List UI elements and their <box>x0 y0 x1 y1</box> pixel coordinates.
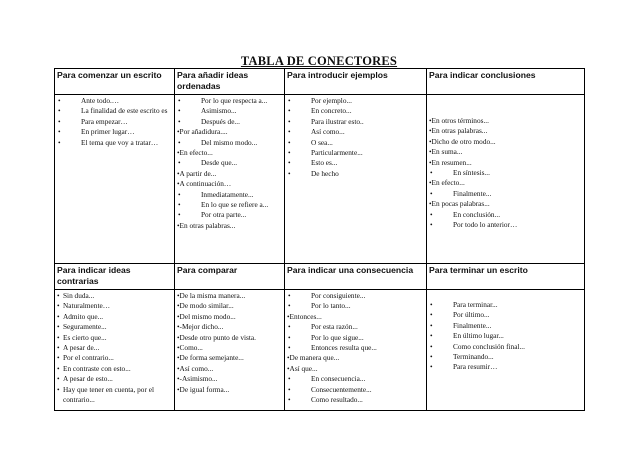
connector-item: • A pesar de esto... <box>57 374 172 384</box>
cell-anadir <box>175 95 285 264</box>
connector-item: • Terminando... <box>429 352 582 362</box>
connector-item: •En resumen... <box>429 157 472 167</box>
connector-list <box>177 291 282 395</box>
connector-item: • Hay que tener en cuenta, por el contrario... <box>57 385 172 406</box>
header-cell: Para indicar conclusiones <box>427 69 585 95</box>
header-cell: Para añadir ideas ordenadas <box>175 69 285 95</box>
connector-item: • La finalidad de este escrito es <box>57 106 172 116</box>
connector-item: • En último lugar... <box>429 331 582 341</box>
connector-item: •En suma... <box>429 147 463 157</box>
connector-item: • Asimismo... <box>177 106 282 116</box>
cell-comenzar <box>55 95 175 264</box>
connector-item: •De forma semejante... <box>177 353 244 363</box>
connector-item: • En lo que se refiere a... <box>177 200 282 210</box>
connector-item: • En primer lugar… <box>57 127 172 137</box>
connector-list <box>177 96 282 231</box>
connector-item: • Por el contrario... <box>57 353 172 363</box>
connector-item: • Admito que... <box>57 312 172 322</box>
connector-item: • Entonces resulta que... <box>287 343 424 353</box>
connector-item: • En consecuencia... <box>287 374 424 384</box>
connector-item: •-Mejor dicho... <box>177 322 224 332</box>
connectors-table <box>54 68 585 411</box>
connector-item: •En otras palabras... <box>177 220 236 230</box>
header-cell: Para terminar un escrito <box>427 264 585 290</box>
body-row-2 <box>55 290 585 411</box>
connector-list <box>429 116 582 230</box>
spacer <box>429 291 582 300</box>
connector-item: • Así como... <box>287 127 424 137</box>
connector-item: • Por todo lo anterior… <box>429 220 582 230</box>
header-cell: Para comenzar un escrito <box>55 69 175 95</box>
connector-item: •Así que... <box>287 363 318 373</box>
cell-consecuencia <box>285 290 427 411</box>
connector-item: •De manera que... <box>287 353 340 363</box>
connector-item: •En otras palabras... <box>429 126 488 136</box>
connector-item: • Por lo tanto... <box>287 301 424 311</box>
connector-item: •De la misma manera... <box>177 291 246 300</box>
connector-item: •De modo similar... <box>177 301 234 311</box>
connector-item: • En conclusión... <box>429 210 582 220</box>
connector-item: •Así como... <box>177 363 214 373</box>
connector-item: • Del mismo modo... <box>177 138 282 148</box>
connector-item: • Por consiguiente... <box>287 291 424 301</box>
connector-item: • En síntesis... <box>429 168 582 178</box>
header-cell: Para indicar ideas contrarias <box>55 264 175 290</box>
connector-item: •A partir de... <box>177 168 217 178</box>
connector-list <box>429 300 582 373</box>
connector-item: • Consecuentemente... <box>287 385 424 395</box>
connector-item: • El tema que voy a tratar… <box>57 138 172 148</box>
connector-item: • Por lo que respecta a... <box>177 96 282 106</box>
header-row-1 <box>55 69 585 95</box>
connector-item: • Para resumir… <box>429 362 582 372</box>
connector-item: • Para ilustrar esto.. <box>287 117 424 127</box>
connector-item: •Entonces... <box>287 311 322 321</box>
connector-item: •Del mismo modo... <box>177 311 236 321</box>
connector-item: •Por añadidura.... <box>177 127 228 137</box>
connector-item: • Inmediatamente... <box>177 190 282 200</box>
connector-list <box>287 291 424 405</box>
connector-item: • Seguramente... <box>57 322 172 332</box>
connector-item: •Dicho de otro modo... <box>429 136 496 146</box>
connector-list <box>57 96 172 148</box>
connector-item: •Como... <box>177 343 203 353</box>
connector-item: • Sin duda... <box>57 291 172 301</box>
cell-conclusiones <box>427 95 585 264</box>
connector-item: • Por ejemplo... <box>287 96 424 106</box>
connector-item: • Ante todo.… <box>57 96 172 106</box>
connector-item: •En efecto... <box>429 178 465 188</box>
cell-comparar <box>175 290 285 411</box>
cell-ejemplos <box>285 95 427 264</box>
connector-item: • Después de... <box>177 117 282 127</box>
connector-item: • Como resultado... <box>287 395 424 405</box>
connector-item: • Para empezar… <box>57 117 172 127</box>
connector-item: •A continuación… <box>177 179 232 189</box>
connector-item: • Finalmente... <box>429 189 582 199</box>
connector-item: • O sea... <box>287 138 424 148</box>
header-cell: Para comparar <box>175 264 285 290</box>
connector-list <box>57 291 172 405</box>
connector-item: • Por otra parte... <box>177 210 282 220</box>
connector-item: •En efecto... <box>177 148 213 158</box>
connector-list <box>287 96 424 179</box>
cell-terminar <box>427 290 585 411</box>
connector-item: •De igual forma... <box>177 384 230 394</box>
connector-item: • En concreto... <box>287 106 424 116</box>
connector-item: •En pocas palabras... <box>429 199 490 209</box>
connector-item: • Esto es... <box>287 158 424 168</box>
body-row-1 <box>55 95 585 264</box>
connector-item: • Naturalmente… <box>57 301 172 311</box>
spacer <box>429 96 582 116</box>
connector-item: • Finalmente... <box>429 321 582 331</box>
header-row-2 <box>55 264 585 290</box>
connector-item: • A pesar de... <box>57 343 172 353</box>
connector-item: •En otros términos... <box>429 116 489 125</box>
connector-item: • Desde que... <box>177 158 282 168</box>
connector-item: • Por esta razón... <box>287 322 424 332</box>
connector-item: • Es cierto que... <box>57 333 172 343</box>
connector-item: • Para terminar... <box>429 300 582 310</box>
connector-item: • Por lo que sigue... <box>287 333 424 343</box>
connector-item: • Por último... <box>429 310 582 320</box>
connector-item: • Como conclusión final... <box>429 342 582 352</box>
connector-item: • De hecho <box>287 169 424 179</box>
connector-item: •-Asimismo... <box>177 374 218 384</box>
header-cell: Para indicar una consecuencia <box>285 264 427 290</box>
header-cell: Para introducir ejemplos <box>285 69 427 95</box>
cell-contrarias <box>55 290 175 411</box>
connector-item: • En contraste con esto... <box>57 364 172 374</box>
page-title: TABLA DE CONECTORES <box>240 54 398 68</box>
connector-item: • Particularmente... <box>287 148 424 158</box>
connector-item: •Desde otro punto de vista. <box>177 332 256 342</box>
